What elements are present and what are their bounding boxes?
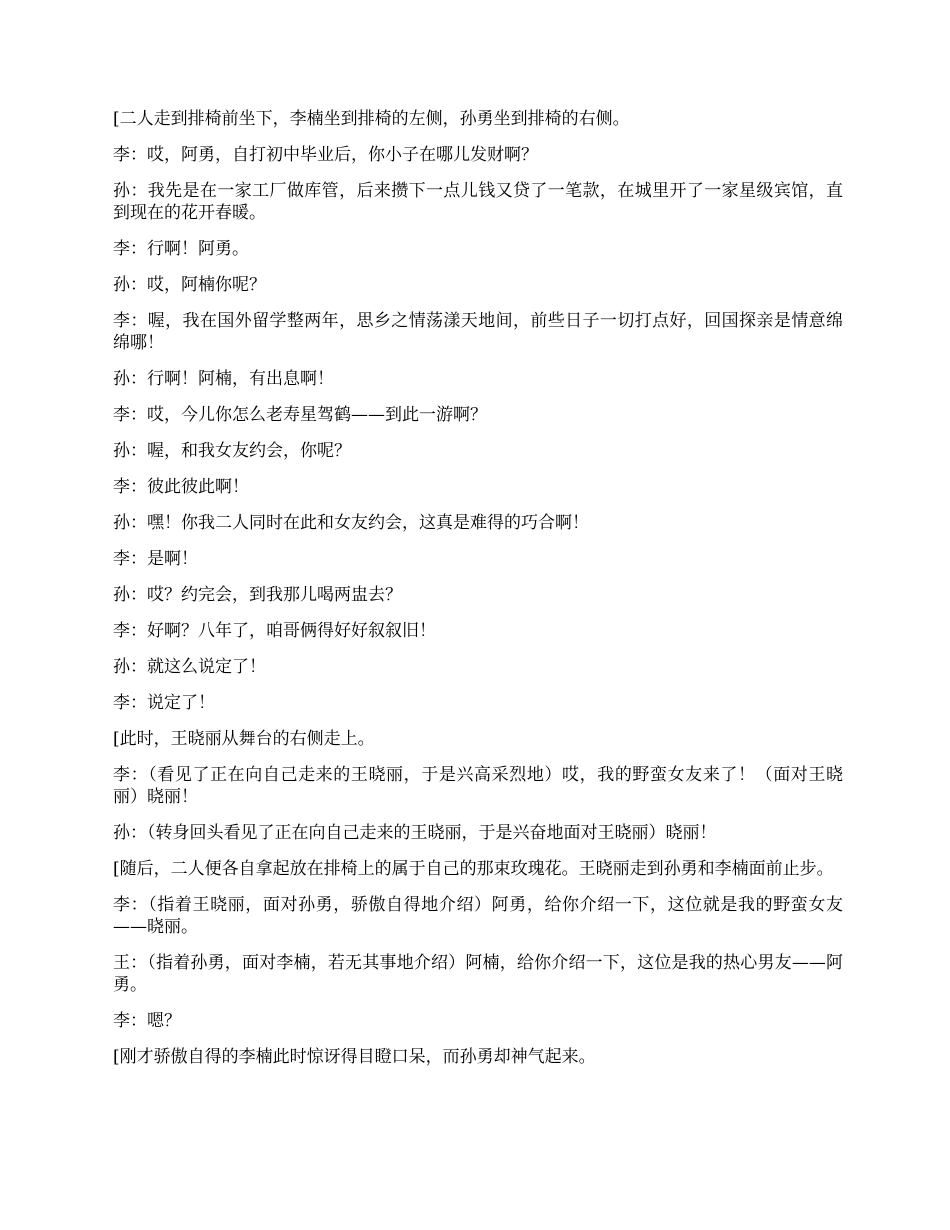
dialogue-line: 李：（指着王晓丽，面对孙勇，骄傲自得地介绍）阿勇，给你介绍一下，这位就是我的野蛮女友——晓丽。: [113, 895, 843, 937]
dialogue-line: 李：哎，阿勇，自打初中毕业后，你小子在哪儿发财啊？: [113, 145, 538, 165]
dialogue-line: 王：（指着孙勇，面对李楠，若无其事地介绍）阿楠，给你介绍一下，这位是我的热心男友——阿勇。: [113, 953, 843, 995]
dialogue-line: 孙：喔，和我女友约会，你呢？: [113, 441, 351, 461]
dialogue-line: 李：嗯？: [113, 1011, 181, 1031]
dialogue-line: 李：好啊？八年了，咱哥俩得好好叙叙旧！: [113, 621, 436, 641]
dialogue-line: 李：说定了！: [113, 693, 215, 713]
dialogue-line: 李：行啊！阿勇。: [113, 239, 249, 259]
dialogue-line: 李：喔，我在国外留学整两年，思乡之情荡漾天地间，前些日子一切打点好，回国探亲是情意绵绵哪！: [113, 311, 843, 353]
stage-direction: [随后，二人便各自拿起放在排椅上的属于自己的那束玫瑰花。王晓丽走到孙勇和李楠面前止步。: [113, 859, 834, 879]
stage-direction: [二人走到排椅前坐下，李楠坐到排椅的左侧，孙勇坐到排椅的右侧。: [113, 109, 630, 129]
dialogue-line: 李：哎，今儿你怎么老寿星驾鹤——到此一游啊？: [113, 405, 487, 425]
dialogue-line: 李：（看见了正在向自己走来的王晓丽，于是兴高采烈地）哎，我的野蛮女友来了！（面对王晓丽）晓丽！: [113, 765, 843, 807]
dialogue-line: 孙：嘿！你我二人同时在此和女友约会，这真是难得的巧合啊！: [113, 513, 589, 533]
stage-direction: [此时，王晓丽从舞台的右侧走上。: [113, 729, 375, 749]
dialogue-line: 孙：行啊！阿楠，有出息啊！: [113, 369, 334, 389]
dialogue-line: 孙：就这么说定了！: [113, 657, 266, 677]
dialogue-line: 孙：我先是在一家工厂做库管，后来攒下一点儿钱又贷了一笔款，在城里开了一家星级宾馆，直到现在的花开春暖。: [113, 181, 843, 223]
dialogue-line: 孙：哎，阿楠你呢？: [113, 275, 266, 295]
dialogue-line: 孙：哎？约完会，到我那儿喝两盅去？: [113, 585, 402, 605]
stage-direction: [刚才骄傲自得的李楠此时惊讶得目瞪口呆，而孙勇却神气起来。: [113, 1047, 596, 1067]
document-page: [113, 108, 843, 1082]
dialogue-line: 李：是啊！: [113, 549, 198, 569]
dialogue-line: 孙：（转身回头看见了正在向自己走来的王晓丽，于是兴奋地面对王晓丽）晓丽！: [113, 823, 717, 843]
dialogue-line: 李：彼此彼此啊！: [113, 477, 249, 497]
